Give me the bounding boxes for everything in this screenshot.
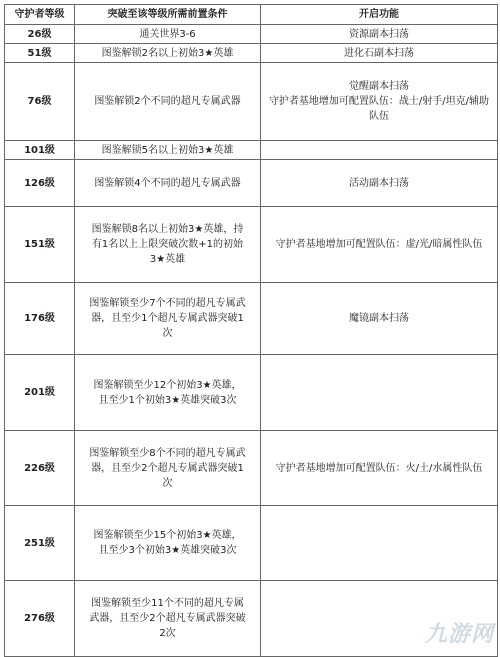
table-row <box>5 506 498 581</box>
row-level: 26级 <box>5 25 75 44</box>
table-row <box>5 141 498 160</box>
row-unlock: 觉醒副本扫荡 守护者基地增加可配置队伍：战士/射手/坦克/辅助队伍 <box>261 63 498 141</box>
row-level: 51级 <box>5 44 75 63</box>
table-row <box>5 581 498 657</box>
row-level: 226级 <box>5 431 75 506</box>
table-row <box>5 44 498 63</box>
row-unlock <box>261 506 498 581</box>
table-row <box>5 355 498 431</box>
table-row <box>5 431 498 506</box>
level-breakthrough-table <box>4 4 498 657</box>
site-watermark: 九游网 <box>424 622 494 647</box>
table-row <box>5 283 498 355</box>
row-condition: 图鉴解锁至少12个初始3★英雄，且至少1个初始3★英雄突破3次 <box>75 355 261 431</box>
header-condition: 突破至该等级所需前置条件 <box>75 5 261 25</box>
row-level: 101级 <box>5 141 75 160</box>
row-level: 151级 <box>5 207 75 283</box>
row-level: 126级 <box>5 160 75 207</box>
table-row <box>5 63 498 141</box>
row-condition: 图鉴解锁至少8个不同的超凡专属武器，且至少2个超凡专属武器突破1次 <box>75 431 261 506</box>
row-condition: 图鉴解锁至少11个不同的超凡专属武器，且至少2个超凡专属武器突破2次 <box>75 581 261 657</box>
row-condition: 图鉴解锁至少15个初始3★英雄，且至少3个初始3★英雄突破3次 <box>75 506 261 581</box>
row-level: 76级 <box>5 63 75 141</box>
row-level: 176级 <box>5 283 75 355</box>
row-unlock: 守护者基地增加可配置队伍：火/土/水属性队伍 <box>261 431 498 506</box>
header-level: 守护者等级 <box>5 5 75 25</box>
row-unlock: 活动副本扫荡 <box>261 160 498 207</box>
row-unlock: 资源副本扫荡 <box>261 25 498 44</box>
row-level: 251级 <box>5 506 75 581</box>
row-unlock: 守护者基地增加可配置队伍：虚/光/暗属性队伍 <box>261 207 498 283</box>
row-unlock <box>261 355 498 431</box>
row-condition: 图鉴解锁2个不同的超凡专属武器 <box>75 63 261 141</box>
table-header-row <box>5 5 498 25</box>
row-unlock: 进化石副本扫荡 <box>261 44 498 63</box>
row-level: 201级 <box>5 355 75 431</box>
table-row <box>5 207 498 283</box>
header-unlock: 开启功能 <box>261 5 498 25</box>
row-condition: 图鉴解锁4个不同的超凡专属武器 <box>75 160 261 207</box>
table-row <box>5 160 498 207</box>
row-level: 276级 <box>5 581 75 657</box>
row-unlock: 魔镜副本扫荡 <box>261 283 498 355</box>
row-condition: 通关世界3-6 <box>75 25 261 44</box>
row-condition: 图鉴解锁5名以上初始3★英雄 <box>75 141 261 160</box>
row-condition: 图鉴解锁2名以上初始3★英雄 <box>75 44 261 63</box>
row-condition: 图鉴解锁8名以上初始3★英雄，持有1名以上上限突破次数+1的初始3★英雄 <box>75 207 261 283</box>
row-unlock <box>261 141 498 160</box>
row-condition: 图鉴解锁至少7个不同的超凡专属武器，且至少1个超凡专属武器突破1次 <box>75 283 261 355</box>
table-row <box>5 25 498 44</box>
